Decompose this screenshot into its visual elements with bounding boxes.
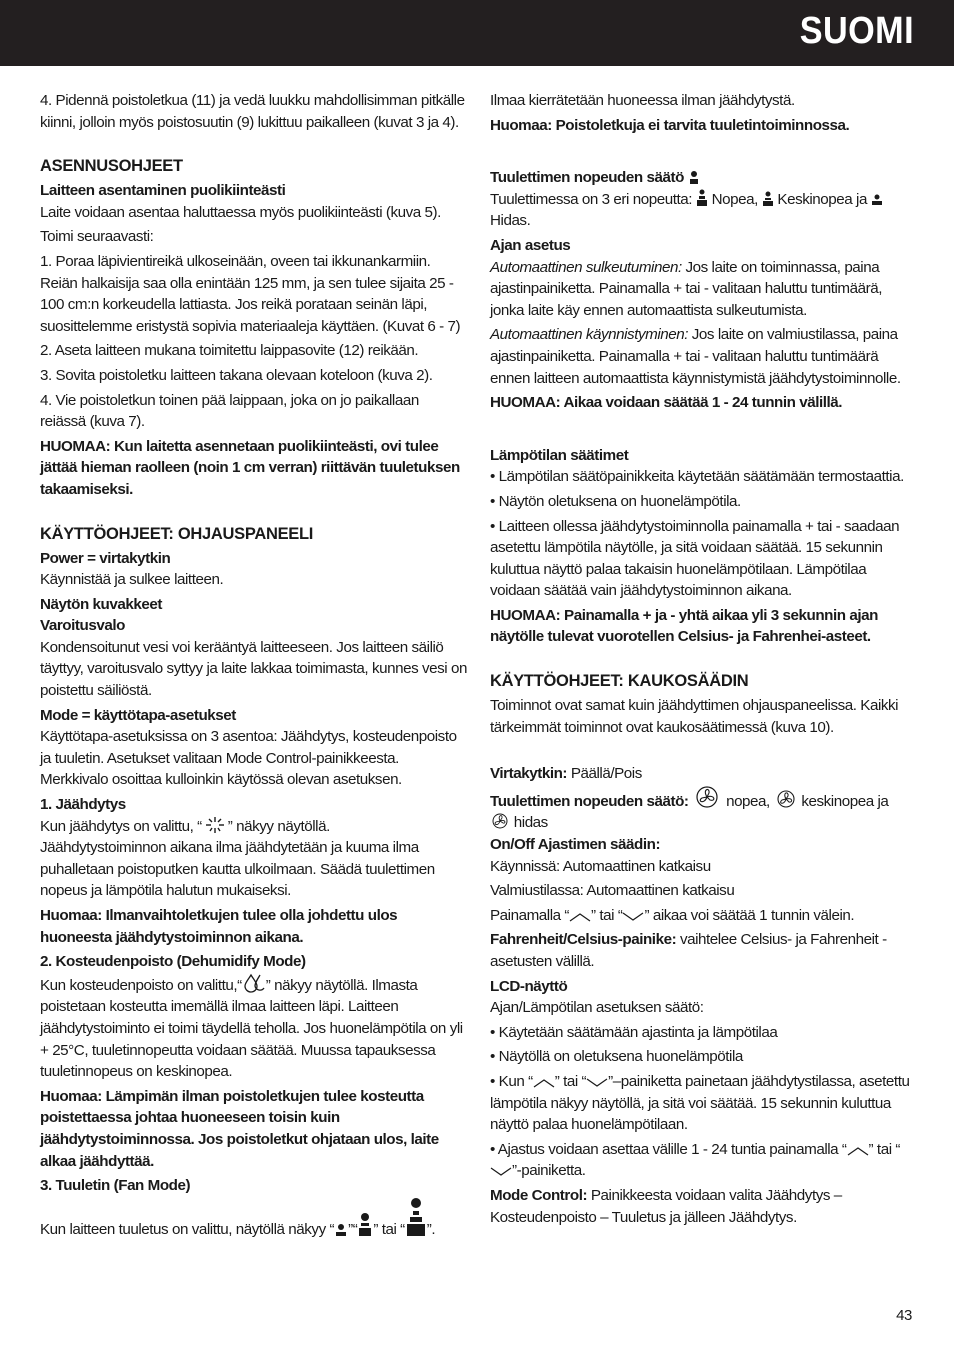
- fan-high-icon: [696, 189, 708, 207]
- spacer: [490, 139, 918, 161]
- page-header: [0, 0, 954, 66]
- installation-paragraph: Laite voidaan asentaa haluttaessa myös puolikiinteästi (kuva 5).: [40, 203, 441, 221]
- fan-mode-title: 3. Tuuletin (Fan Mode): [40, 1177, 191, 1195]
- cooling-text: Jäähdytystoiminnon aikana ilma jäähdytetään ja kuuma ilma puhalletaan poistoputken kautta ulkoilmaan. Säädä tuulettimen nopeus ja lämpötila halutun mukaiseksi.: [40, 839, 435, 900]
- lcd-bullet: • Käytetään säätämään ajastinta ja lämpötilaa: [490, 1023, 778, 1041]
- temperature-title: Lämpötilan säätimet: [490, 446, 629, 464]
- installation-subtitle: Laitteen asentaminen puolikiinteästi: [40, 182, 286, 200]
- fan-high-icon: [405, 1197, 427, 1237]
- mode-text: Käyttötapa-asetuksissa on 3 asentoa: Jäähdytys, kosteudenpoisto ja tuuletin. Asetukset valitaan Mode Control-painikkeesta. Merkkivalo osoittaa kulloinkin käytössä olevan asetuksen.: [40, 728, 457, 789]
- power-title: Power = virtakytkin: [40, 549, 171, 567]
- temperature-bullet: • Näytön oletuksena on huonelämpötila.: [490, 492, 741, 510]
- temperature-bullet: • Lämpötilan säätöpainikkeita käytetään säätämään termostaattia.: [490, 468, 904, 486]
- fan-mode-note: Huomaa: Poistoletkuja ei tarvita tuuletintoiminnossa.: [490, 116, 850, 134]
- fan-low-icon: [871, 193, 883, 207]
- dehumidify-title: 2. Kosteudenpoisto (Dehumidify Mode): [40, 953, 306, 971]
- left-column: [40, 90, 468, 1243]
- fan-speed-title: Tuulettimen nopeuden säätö: [490, 167, 918, 189]
- fan-speed-icon: [688, 169, 700, 185]
- installation-step: 3. Sovita poistoletku laitteen takana olevaan koteloon (kuva 2).: [40, 366, 433, 384]
- lcd-text: Ajan/Lämpötilan asetuksen säätö:: [490, 999, 704, 1017]
- chevron-up-icon: [569, 911, 591, 923]
- fan-low-icon: [334, 1221, 348, 1237]
- chevron-down-icon: [586, 1077, 608, 1089]
- spacer: [490, 741, 918, 763]
- remote-power: Virtakytkin: Päällä/Pois: [490, 765, 642, 783]
- lcd-bullet: • Ajastus voidaan asettaa välille 1 - 24 tuntia painamalla “ ” tai “”-painiketta.: [490, 1140, 900, 1180]
- dehumidify-text: Kun kosteudenpoisto on valittu,“ ” näkyy näytöllä. Ilmasta poistetaan kosteutta imemällä ilmaa laitteen läpi. Laitteen jäähdytystoiminto ei toimi täydellä teholla. Jos huonelämpötila on yli + 25°C, tuuletinnopeutta voidaan säätää. Muussa tapauksessa tuuletinnopeus on keskinopea.: [40, 973, 468, 1083]
- cooling-note: Huomaa: Ilmanvaihtoletkujen tulee olla johdettu ulos huoneesta jäähdytystoiminnon aikana.: [40, 907, 398, 946]
- fan-medium-icon: [357, 1211, 373, 1237]
- chevron-up-icon: [533, 1077, 555, 1089]
- onoff-timer-text: Valmiustilassa: Automaattinen katkaisu: [490, 882, 735, 900]
- temperature-note: HUOMAA: Painamalla + ja - yhtä aikaa yli 3 sekunnin ajan näytölle tulevat vuorotellen Celsius- ja Fahrenhei-asteet.: [490, 606, 878, 646]
- installation-step: 1. Poraa läpivientireikä ulkoseinään, oveen tai ikkunankarmiin. Reiän halkaisija saa olla enintään 125 mm, ja sen tulee sijaita 25 - 100 cm:n korkeudella lattiasta. Jos reikä porataan seinän läpi, suosittelemme eristystä sopivia materiaaleja käyttäen. (Kuvat 6 - 7): [40, 252, 461, 335]
- installation-step: 2. Aseta laitteen mukana toimitettu laippasovite (12) reikään.: [40, 342, 419, 360]
- fahrenheit-celsius-text: Fahrenheit/Celsius-painike: vaihtelee Celsius- ja Fahrenheit -asetusten välillä.: [490, 931, 887, 970]
- fan-blades-icon: [692, 785, 722, 809]
- cooling-line: Kun jäähdytys on valittu, “ ” näkyy näytöllä.: [40, 817, 330, 835]
- dehumidify-note: Huomaa: Lämpimän ilman poistoletkujen tulee kosteutta poistettaessa johtaa huoneeseen toisin kuin jäähdytystoiminnossa. Jos poistoletkut ohjataan ulos, laite alkaa jäähdyttää.: [40, 1087, 439, 1170]
- page-number: 43: [896, 1307, 912, 1324]
- chevron-up-icon: [847, 1145, 869, 1157]
- temperature-bullet: • Laitteen ollessa jäähdytystoiminnolla painamalla + tai - saadaan asetettu lämpötila näytölle, ja sitä voidaan säätää. 15 sekunnin kuluttua näyttö palaa takaisin huonelämpötilaan. Lämpötilaa voidaan säätää vain jäähdytystoiminnon aikana.: [490, 517, 900, 600]
- section-title-control-panel: KÄYTTÖOHJEET: OHJAUSPANEELI: [40, 524, 314, 543]
- auto-off-text: Automaattinen sulkeutuminen: Jos laite on toiminnassa, paina ajastinpainiketta. Painamalla + tai - valitaan haluttu tuntimäärä, jonka laite käy ennen automaattista sulkeutumista.: [490, 258, 882, 319]
- fan-speed-text: Tuulettimessa on 3 eri nopeutta: Nopea, Keskinopea ja Hidas.: [490, 189, 918, 232]
- snowflake-sun-icon: [202, 816, 228, 834]
- auto-on-text: Automaattinen käynnistyminen: Jos laite on valmiustilassa, paina ajastinpainiketta. Painamalla + tai - valitaan haluttu tuntimäärä ennen laitteen automaattista käynnistymistä jäähdytystoiminnolle.: [490, 326, 901, 387]
- remote-intro: Toiminnot ovat samat kuin jäähdyttimen ohjauspaneelissa. Kaikki tärkeimmät toiminnot ovat kaukosäätimessä (kuva 10).: [490, 697, 899, 736]
- chevron-down-icon: [490, 1166, 512, 1178]
- fan-mode-line: Kun laitteen tuuletus on valittu, näytöllä näkyy “ ”“ ” tai “ ”.: [40, 1197, 468, 1241]
- fan-blades-icon: [490, 812, 510, 830]
- remote-fan-speed: Tuulettimen nopeuden säätö: nopea, keskinopea ja hidas: [490, 785, 918, 834]
- cooling-title: 1. Jäähdytys: [40, 796, 126, 814]
- onoff-timer-title: On/Off Ajastimen säädin:: [490, 836, 661, 854]
- warning-light-title: Varoitusvalo: [40, 617, 125, 635]
- installation-paragraph: Toimi seuraavasti:: [40, 228, 154, 246]
- spacer: [490, 417, 918, 439]
- fan-medium-icon: [762, 191, 774, 207]
- onoff-timer-text: Painamalla “ ” tai “ ” aikaa voi säätää 1 tunnin välein.: [490, 906, 855, 924]
- installation-note: HUOMAA: Kun laitetta asennetaan puolikiinteästi, ovi tulee jättää hieman raolleen (noin 1 cm verran) riittävän tuuletuksen takaamiseksi.: [40, 437, 460, 498]
- mode-title: Mode = käyttötapa-asetukset: [40, 706, 236, 724]
- mode-control-text: Mode Control: Painikkeesta voidaan valita Jäähdytys – Kosteudenpoisto – Tuuletus ja jälleen Jäähdytys.: [490, 1186, 842, 1226]
- lcd-bullet: • Näytöllä on oletuksena huonelämpötila: [490, 1048, 743, 1066]
- fan-mode-text: Ilmaa kierrätetään huoneessa ilman jäähdytystä.: [490, 92, 795, 109]
- timer-title: Ajan asetus: [490, 236, 571, 254]
- lcd-bullet: • Kun “ ” tai “ ”–painiketta painetaan jäähdytystilassa, asetettu lämpötila näkyy näytöllä, ja sitä voi säätää. 15 sekunnin kuluttua näyttö palaa huonelämpötilaan.: [490, 1072, 910, 1134]
- warning-light-text: Kondensoitunut vesi voi kerääntyä laitteeseen. Jos laitteen säiliö täyttyy, varoitusvalo syttyy ja laite lakkaa toimimasta, kunnes vesi on poistettu säiliöstä.: [40, 638, 467, 700]
- installation-step: 4. Vie poistoletkun toinen pää laippaan, joka on jo paikallaan reiässä (kuva 7).: [40, 391, 419, 431]
- fan-blades-icon: [774, 789, 798, 809]
- lcd-title: LCD-näyttö: [490, 977, 568, 995]
- chevron-down-icon: [622, 911, 644, 923]
- section-title-remote: KÄYTTÖOHJEET: KAUKOSÄÄDIN: [490, 672, 749, 691]
- timer-note: HUOMAA: Aikaa voidaan säätää 1 - 24 tunnin välillä.: [490, 394, 843, 412]
- onoff-timer-text: Käynnissä: Automaattinen katkaisu: [490, 857, 711, 875]
- power-text: Käynnistää ja sulkee laitteen.: [40, 571, 224, 589]
- section-title-installation: ASENNUSOHJEET: [40, 157, 183, 176]
- water-drop-icon: [242, 973, 266, 993]
- icons-title: Näytön kuvakkeet: [40, 595, 162, 613]
- intro-paragraph: 4. Pidennä poistoletkua (11) ja vedä luukku mahdollisimman pitkälle kiinni, jolloin myös poistosuutin (9) lukittuu paikalleen (kuvat 3 ja 4).: [40, 92, 465, 131]
- right-column: [490, 90, 918, 1231]
- language-title: SUOMI: [799, 10, 914, 52]
